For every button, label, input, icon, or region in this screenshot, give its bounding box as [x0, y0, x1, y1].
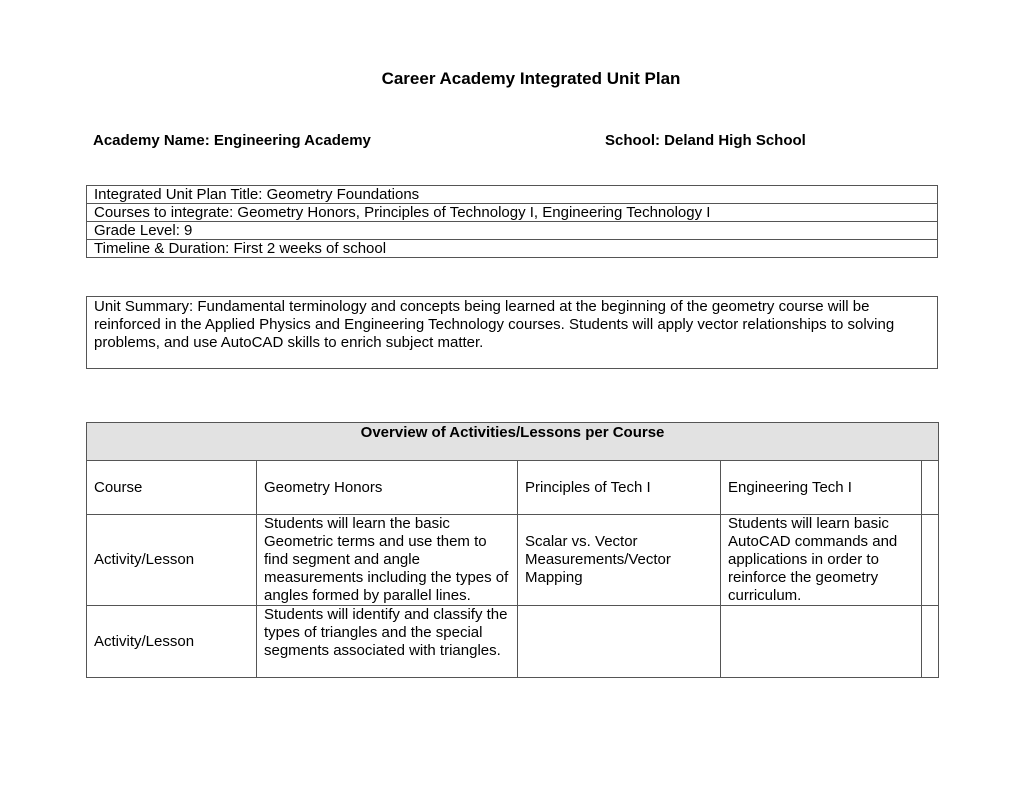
overview-heading: Overview of Activities/Lessons per Course — [87, 423, 939, 461]
row-label: Activity/Lesson — [87, 606, 257, 678]
table-row — [87, 606, 939, 678]
timeline-duration: Timeline & Duration: First 2 weeks of school — [87, 240, 938, 258]
grade-level: Grade Level: 9 — [87, 222, 938, 240]
principles-activity — [518, 606, 721, 678]
unit-summary: Unit Summary: Fundamental terminology and concepts being learned at the beginning of the geometry course will be reinforced in the Applied Physics and Engineering Technology courses. Students will apply vector relationships to solving problems, and use AutoCAD skills to enrich subject matter. — [86, 296, 938, 369]
engineering-activity: Students will learn basic AutoCAD commands and applications in order to reinforce the geometry curriculum. — [721, 515, 922, 606]
principles-activity: Scalar vs. Vector Measurements/Vector Mapping — [518, 515, 721, 606]
overview-table — [86, 422, 939, 678]
table-row — [87, 204, 938, 222]
geometry-activity: Students will learn the basic Geometric terms and use them to find segment and angle measurements including the types of angles formed by parallel lines. — [257, 515, 518, 606]
empty-cell — [922, 606, 939, 678]
engineering-activity — [721, 606, 922, 678]
column-header-row — [87, 461, 939, 515]
table-row — [87, 515, 939, 606]
row-label: Activity/Lesson — [87, 515, 257, 606]
academy-name: Academy Name: Engineering Academy — [93, 132, 371, 149]
document-title: Career Academy Integrated Unit Plan — [381, 69, 681, 88]
overview-header-row — [87, 423, 939, 461]
table-row — [87, 222, 938, 240]
table-row — [87, 240, 938, 258]
geometry-activity: Students will identify and classify the types of triangles and the special segments associated with triangles. — [257, 606, 518, 678]
column-header-course: Course — [87, 461, 257, 515]
empty-cell — [922, 461, 939, 515]
empty-cell — [922, 515, 939, 606]
courses-to-integrate: Courses to integrate: Geometry Honors, Principles of Technology I, Engineering Technology I — [87, 204, 938, 222]
unit-plan-title: Integrated Unit Plan Title: Geometry Foundations — [87, 186, 938, 204]
column-header-principles-of-tech: Principles of Tech I — [518, 461, 721, 515]
column-header-engineering-tech: Engineering Tech I — [721, 461, 922, 515]
column-header-geometry-honors: Geometry Honors — [257, 461, 518, 515]
table-row — [87, 186, 938, 204]
school-name: School: Deland High School — [605, 132, 806, 149]
unit-info-table — [86, 185, 938, 258]
